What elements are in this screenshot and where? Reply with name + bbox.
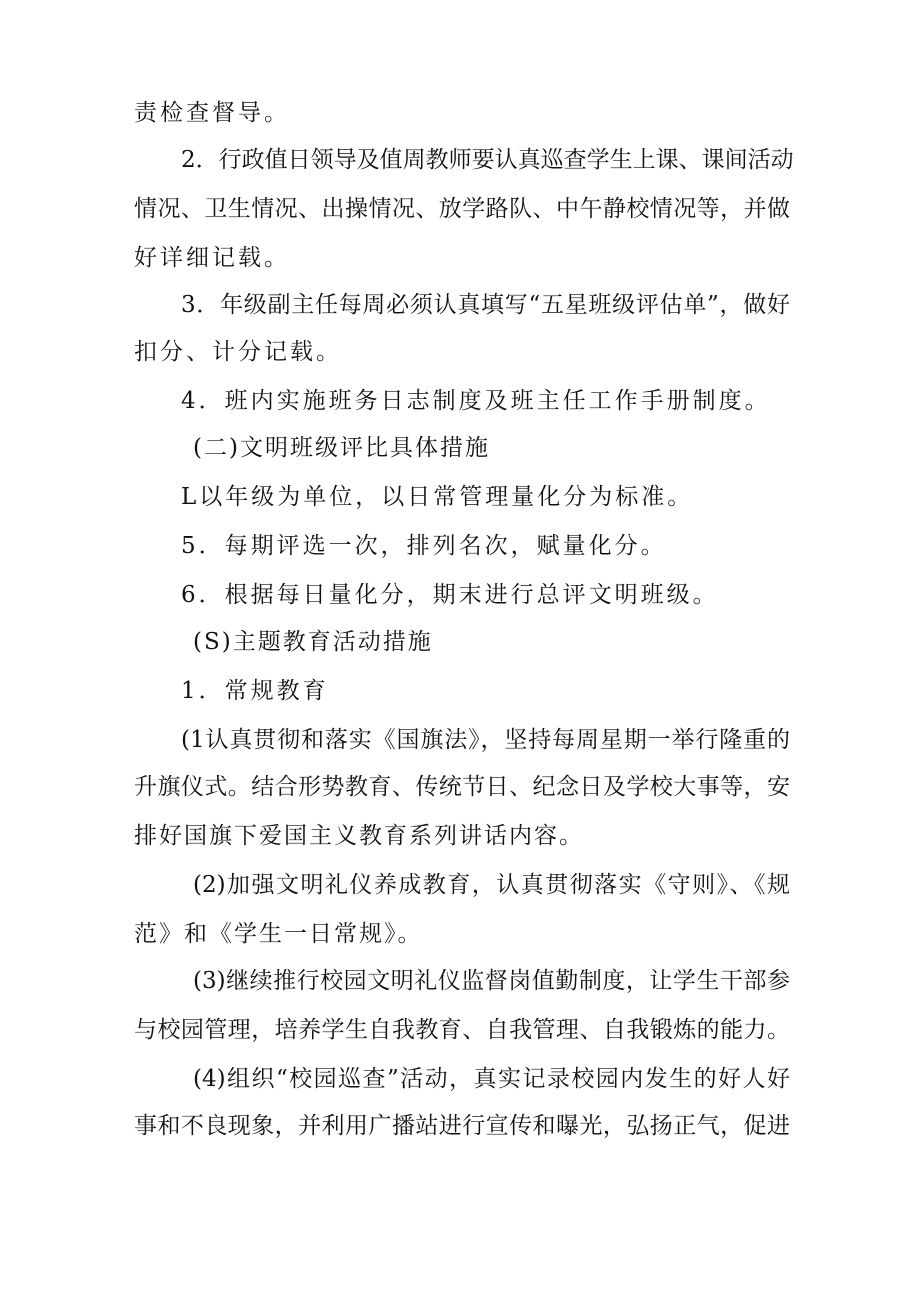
paragraph-line: (1认真贯彻和落实《国旗法》，坚持每周星期一举行隆重的 <box>181 727 790 753</box>
paragraph-line: 事和不良现象，并利用广播站进行宣传和曝光，弘扬正气，促进 <box>134 1113 790 1139</box>
paragraph-line: 排好国旗下爱国主义教育系列讲话内容。 <box>134 823 584 849</box>
paragraph-line: 情况、卫生情况、出操情况、放学路队、中午静校情况等，并做 <box>134 196 790 222</box>
subsection-heading: 1．常规教育 <box>181 678 329 704</box>
paragraph-line: 责检查督导。 <box>134 100 290 126</box>
paragraph-line: 好详细记载。 <box>134 245 290 271</box>
paragraph-line: 与校园管理，培养学生自我教育、自我管理、自我锻炼的能力。 <box>134 1017 790 1043</box>
paragraph-line: 升旗仪式。结合形势教育、传统节日、纪念日及学校大事等，安 <box>134 774 790 800</box>
paragraph-line: 范》和《学生一日常规》。 <box>134 921 423 947</box>
section-heading: (二)文明班级评比具体措施 <box>193 435 490 461</box>
paragraph-line: 扣分、计分记载。 <box>134 339 342 365</box>
paragraph-line: 5．每期评选一次，排列名次，赋量化分。 <box>181 533 667 559</box>
paragraph-line: 2．行政值日领导及值周教师要认真巡查学生上课、课间活动 <box>181 147 794 173</box>
section-heading: (S)主题教育活动措施 <box>193 629 433 655</box>
paragraph-line: (4)组织“校园巡查”活动，真实记录校园内发生的好人好 <box>193 1066 790 1092</box>
paragraph-line: (3)继续推行校园文明礼仪监督岗值勤制度，让学生干部参 <box>193 968 790 994</box>
paragraph-line: 3．年级副主任每周必须认真填写“五星班级评估单”，做好 <box>181 292 790 318</box>
paragraph-line: 4．班内实施班务日志制度及班主任工作手册制度。 <box>181 388 771 414</box>
paragraph-line: 6．根据每日量化分，期末进行总评文明班级。 <box>181 582 719 608</box>
paragraph-line: (2)加强文明礼仪养成教育，认真贯彻落实《守则》、《规 <box>193 872 790 898</box>
paragraph-line: L以年级为单位，以日常管理量化分为标准。 <box>181 484 694 510</box>
